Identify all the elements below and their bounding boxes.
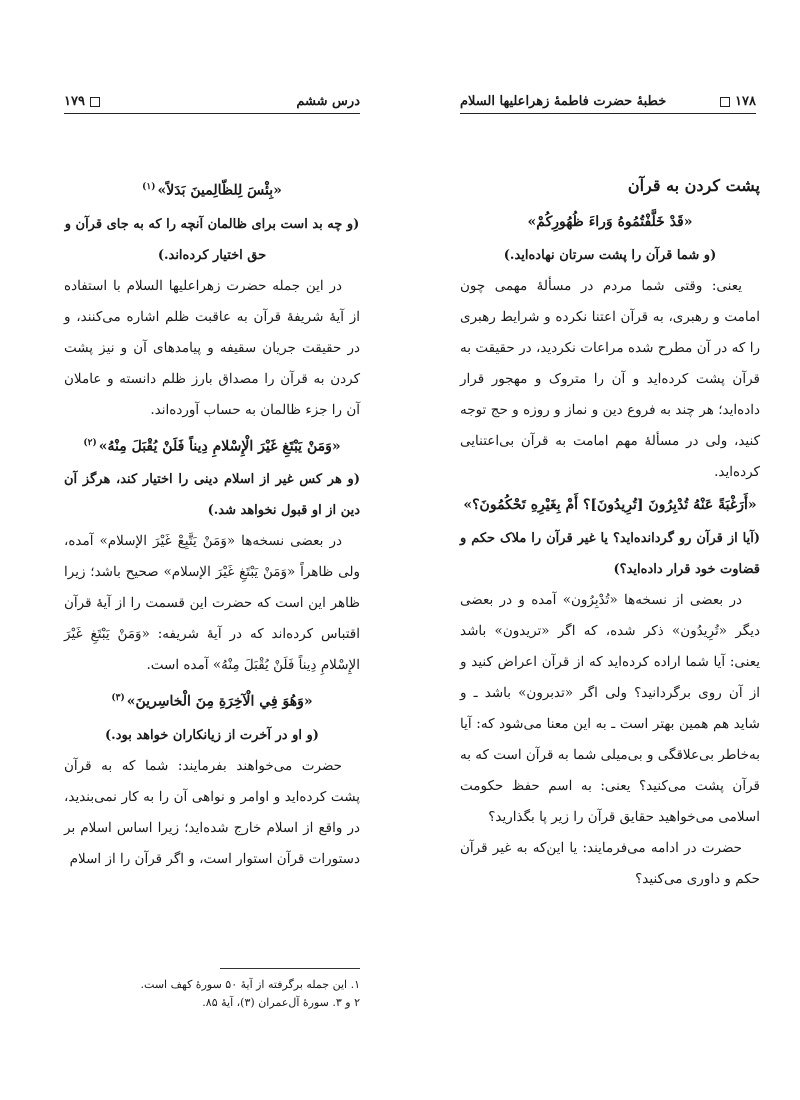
square-icon	[90, 97, 100, 107]
paragraph: در این جمله حضرت زهراعليها السلام با استفاده از آیهٔ شریفهٔ قرآن به عاقبت ظلم اشاره می‌کنند، و در حقیقت جریان سقیفه و پیامدهای آن و نیز پشت کردن به قرآن را مصداق بارز ظلم دانسته و عاملان آن را جزء ظالمان به حساب آورده‌اند.	[64, 277, 360, 418]
verse	[64, 683, 360, 718]
right-body	[460, 170, 760, 895]
verse-text: «وَهُوَ فِي الْآخِرَةِ مِنَ الْخاسِرينَ»	[126, 693, 313, 710]
verse	[64, 428, 360, 463]
paragraph: در بعضی نسخه‌ها «وَمَنْ يَتَّبِعْ غَيْرَ الإسلام» آمده، ولی ظاهراً «وَمَنْ يَبْتَغِ غَيْرَ الإسلام» صحیح باشد؛ زیرا ظاهر این است که حضرت این قسمت را از آیهٔ قرآن اقتباس کرده‌اند که در آیهٔ شریفه: «وَمَنْ يَبْتَغِ غَيْرَ الإِسْلامِ دِيناً فَلَنْ يُقْبَلَ مِنْهُ» آمده است.	[64, 533, 360, 674]
translation: (و هر کس غیر از اسلام دینی را اختیار کند، هرگز آن دین از او قبول نخواهد شد.)	[64, 472, 360, 519]
paragraph: حضرت در ادامه می‌فرمایند: یا این‌که به غیر قرآن حکم و داوری می‌کنید؟	[460, 840, 760, 887]
verse-text: «بِئْسَ لِلظّالِمینَ بَدَلاً»	[157, 182, 282, 199]
footnote: ۲ و ۳. سورهٔ آل‌عمران (۳)، آیهٔ ۸۵.	[202, 996, 360, 1009]
translation: (و شما قرآن را پشت سرتان نهاده‌اید.)	[503, 248, 717, 263]
translation: (و او در آخرت از زیانکاران خواهد بود.)	[105, 727, 319, 743]
footnote-mark: (۱)	[142, 182, 156, 192]
left-body	[64, 170, 360, 875]
verse: «أَرَغْبَةً عَنْهُ تُدْبِرُونَ [تُرِيدُونَ]؟ أَمْ بِغَيْرِهِ تَحْكُمُونَ؟»	[463, 497, 757, 513]
verse: «قَدْ خَلَّفْتُمُوهُ وَراءَ ظُهُورِكُمْ»	[527, 214, 693, 230]
book-title: خطبهٔ حضرت فاطمهٔ زهراعليها السلام	[460, 94, 667, 109]
section-title: پشت کردن به قرآن	[627, 176, 760, 195]
footnotes	[64, 976, 360, 1012]
right-page	[400, 0, 800, 1100]
left-page-number	[64, 94, 100, 109]
footnote-divider	[220, 968, 360, 969]
verse-text: «وَمَنْ يَبْتَغِ غَيْرَ الْإِسْلامِ دِيناً فَلَنْ يُقْبَلَ مِنْهُ»	[98, 438, 341, 455]
footnote-mark: (۲)	[83, 437, 97, 448]
translation: (و چه بد است برای ظالمان آنچه را که به جای قرآن و حق اختیار کرده‌اند.)	[64, 216, 360, 263]
right-running-head	[460, 86, 756, 114]
left-running-head	[64, 86, 360, 114]
page-number-text: ۱۷۹	[64, 94, 85, 109]
square-icon	[720, 97, 730, 107]
translation: (آیا از قرآن رو گردانده‌اید؟ یا غیر قرآن را ملاک حکم و قضاوت خود قرار داده‌اید؟)	[460, 531, 760, 577]
right-page-number	[720, 94, 756, 109]
footnote: ۱. این جمله برگرفته از آیهٔ ۵۰ سورهٔ کهف است.	[140, 978, 360, 991]
page-number-text: ۱۷۸	[735, 94, 756, 109]
paragraph: حضرت می‌خواهند بفرمایند: شما که به قرآن پشت کرده‌اید و اوامر و نواهی آن را به کار نمی‌بندید، در واقع از اسلام خارج شده‌اید؛ زیرا اساس اسلام بر دستورات قرآن استوار است، و اگر قرآن را از اسلام	[64, 757, 360, 867]
footnote-mark: (۳)	[111, 693, 125, 704]
verse	[64, 172, 360, 207]
paragraph: یعنی: وقتی شما مردم در مسألهٔ مهمی چون امامت و رهبری، به قرآن اعتنا نکرده و شرایط رهبری را که در آن مطرح شده مراعات نکردید، در حقیقت به قرآن پشت کرده‌اید و آن را متروک و مهجور قرار داده‌اید؛ هر چند به فروع دین و نماز و روزه و حج توجه کنید، ولی در مسألهٔ مهم امامت به قرآن بی‌اعتنایی کرده‌اید.	[460, 278, 760, 480]
chapter-title: درس ششم	[296, 94, 360, 109]
paragraph: در بعضی از نسخه‌ها «تُدْبِرُون» آمده و در بعضی دیگر «تُرِيدُون» ذکر شده، که اگر «تریدون» باشد یعنی: آیا شما اراده کرده‌اید که از قرآن اعراض کنید و از آن روی برگردانید؟ ولی اگر «تدبرون» باشد ـ و شاید هم همین بهتر است ـ به این معنا می‌شود که: آیا به‌خاطر بی‌علاقگی و بی‌میلی شما به قرآن است که به قرآن پشت می‌کنید؟ یعنی: به اسم حفظ حکومت اسلامی می‌خواهید حقایق قرآن را زیر پا بگذارید؟	[460, 592, 760, 825]
